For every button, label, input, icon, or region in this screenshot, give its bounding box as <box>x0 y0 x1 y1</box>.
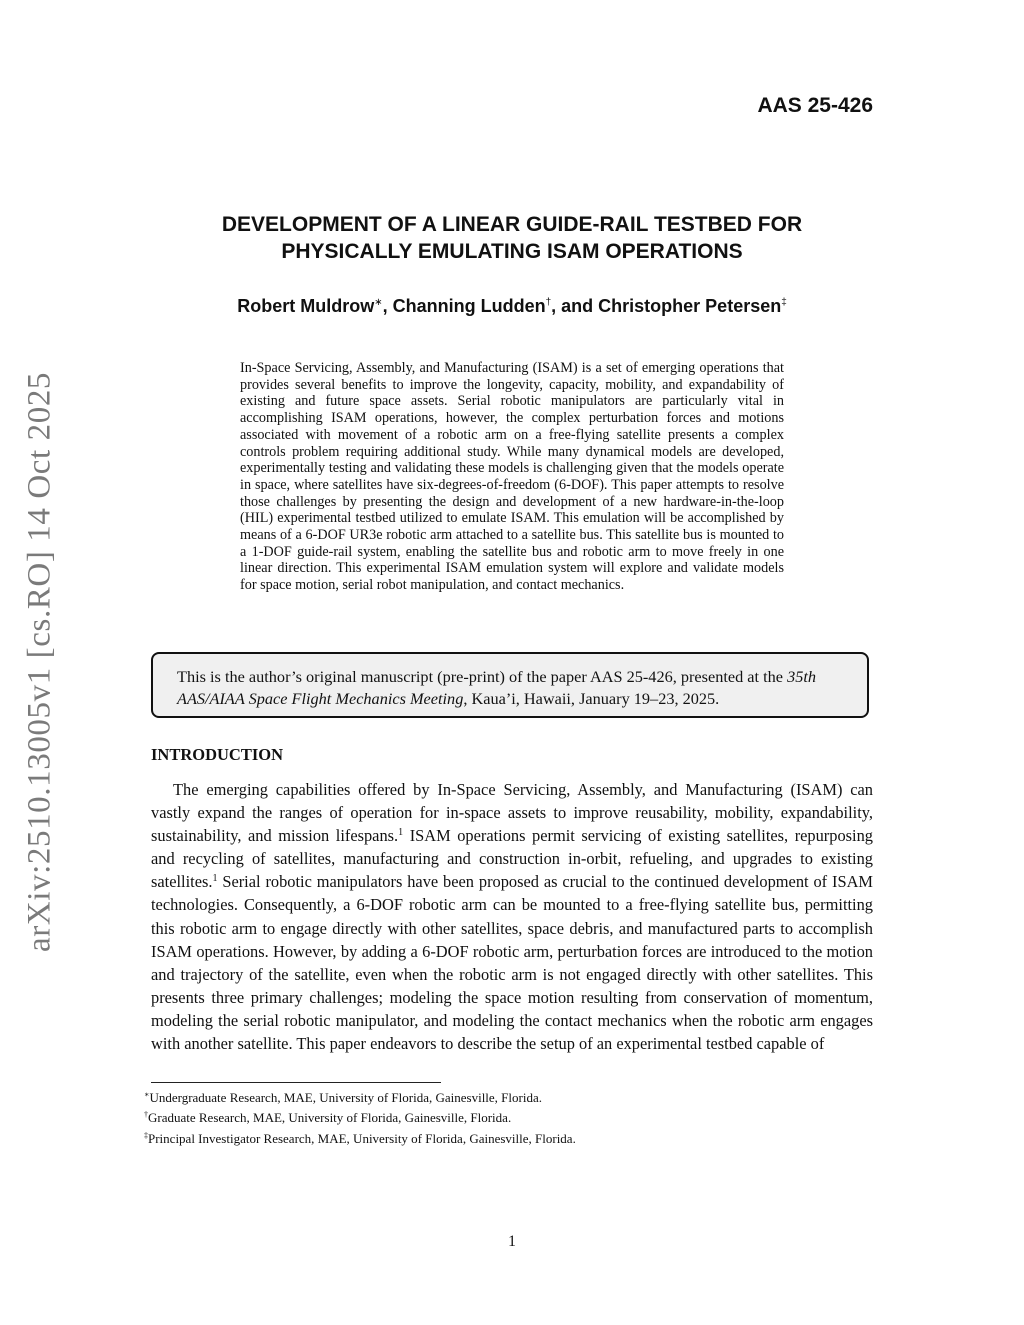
footnote-text: Undergraduate Research, MAE, University of Florida, Gainesville, Florida. <box>149 1090 542 1105</box>
paper-title-line-1: DEVELOPMENT OF A LINEAR GUIDE-RAIL TESTBED FOR <box>221 213 803 236</box>
introduction-paragraph <box>151 778 873 1055</box>
paragraph-text: ISAM operations permit servicing of existing satellites, repurposing and recycling of satellites, manufacturing and construction in-orbit, refueling, and upgrades to existing satellites. <box>151 826 873 892</box>
author-list <box>150 296 874 317</box>
paragraph-text: The emerging capabilities offered by In-Space Servicing, Assembly, and Manufacturing (ISAM) can vastly expand the ranges of operation for in-space assets to improve reusability, mobility, expandability, sustainability, and mission lifespans. <box>151 780 873 846</box>
footnotes <box>144 1088 874 1149</box>
author-footnote-mark: † <box>545 297 552 308</box>
abstract: In-Space Servicing, Assembly, and Manufacturing (ISAM) is a set of emerging operations that provides several benefits to improve the longevity, capacity, mobility, and expandability of existing and future space assets. Serial robotic manipulators are particularly vital in accomplishing ISAM operations, however, the complex perturbation forces and motions associated with movement of a robotic arm on a free-flying satellite presents a complex controls problem requiring additional study. While many dynamical models are developed, experimentally testing and validating these models is challenging given that the models operate in space, where satellites have six-degrees-of-freedom (6-DOF). This paper attempts to resolve those challenges by presenting the design and development of a new hardware-in-the-loop (HIL) experimental testbed utilized to emulate ISAM. This emulation will be accomplished by means of a 6-DOF UR3e robotic arm attached to a satellite bus. This satellite bus is mounted to a 1-DOF guide-rail system, enabling the satellite bus and robotic arm to move freely in one linear direction. This experimental ISAM emulation system will explore and validate models for space motion, serial robot manipulation, and contact mechanics. <box>240 360 784 594</box>
paper-title <box>150 211 874 265</box>
citation-reference: 1 <box>398 827 404 839</box>
author-name: Christopher Petersen <box>598 296 782 316</box>
footnote-text: Graduate Research, MAE, University of Florida, Gainesville, Florida. <box>148 1110 512 1126</box>
footnote-divider <box>151 1082 441 1083</box>
author-footnote-mark: ∗ <box>374 297 383 308</box>
author-separator: , <box>382 296 393 316</box>
report-number: AAS 25-426 <box>757 94 873 117</box>
page-number: 1 <box>508 1233 516 1250</box>
paper-title-line-2: PHYSICALLY EMULATING ISAM OPERATIONS <box>281 240 743 263</box>
author-footnote-mark: ‡ <box>781 297 787 308</box>
footnote-text: Principal Investigator Research, MAE, University of Florida, Gainesville, Florida. <box>148 1130 576 1146</box>
footnote <box>144 1088 874 1108</box>
citation-reference: 1 <box>212 873 218 885</box>
footnote-mark: ‡ <box>144 1130 148 1140</box>
arxiv-identifier-text: arXiv:2510.13005v1 [cs.RO] 14 Oct 2025 <box>21 371 58 953</box>
section-heading: INTRODUCTION <box>151 745 284 764</box>
author-separator: , and <box>551 296 599 316</box>
paragraph-text: Serial robotic manipulators have been proposed as crucial to the continued development of ISAM technologies. Consequently, a 6-DOF robotic arm can be mounted to a free-flying satellite bus, permitting this robotic arm to engage directly with other satellites, space debris, and manufactured parts to accomplish ISAM operations. However, by adding a 6-DOF robotic arm, perturbation forces are introduced to the motion and trajectory of the satellite, even when the robotic arm is not engaged directly with other satellites. This presents three primary challenges; modeling the space motion resulting from conservation of momentum, modeling the serial robotic manipulator, and modeling the contact mechanics when the robotic arm engages with another satellite. This paper endeavors to describe the setup of an experimental testbed capable of <box>151 872 873 1054</box>
footnote-mark: ∗ <box>144 1090 150 1099</box>
preprint-notice-box <box>151 652 869 718</box>
footnote-mark: † <box>144 1110 148 1120</box>
author-name: Robert Muldrow <box>237 296 375 316</box>
preprint-notice-text-end: , Kaua’i, Hawaii, January 19–23, 2025. <box>463 689 720 708</box>
preprint-notice-text: This is the author’s original manuscript (pre-print) of the paper AAS 25-426, presented at the <box>177 667 788 686</box>
footnote <box>144 1108 874 1128</box>
meeting-name: 35th AAS/AIAA Space Flight Mechanics Meeting <box>177 667 817 708</box>
footnote <box>144 1129 874 1149</box>
author-name: Channing Ludden <box>392 296 546 316</box>
